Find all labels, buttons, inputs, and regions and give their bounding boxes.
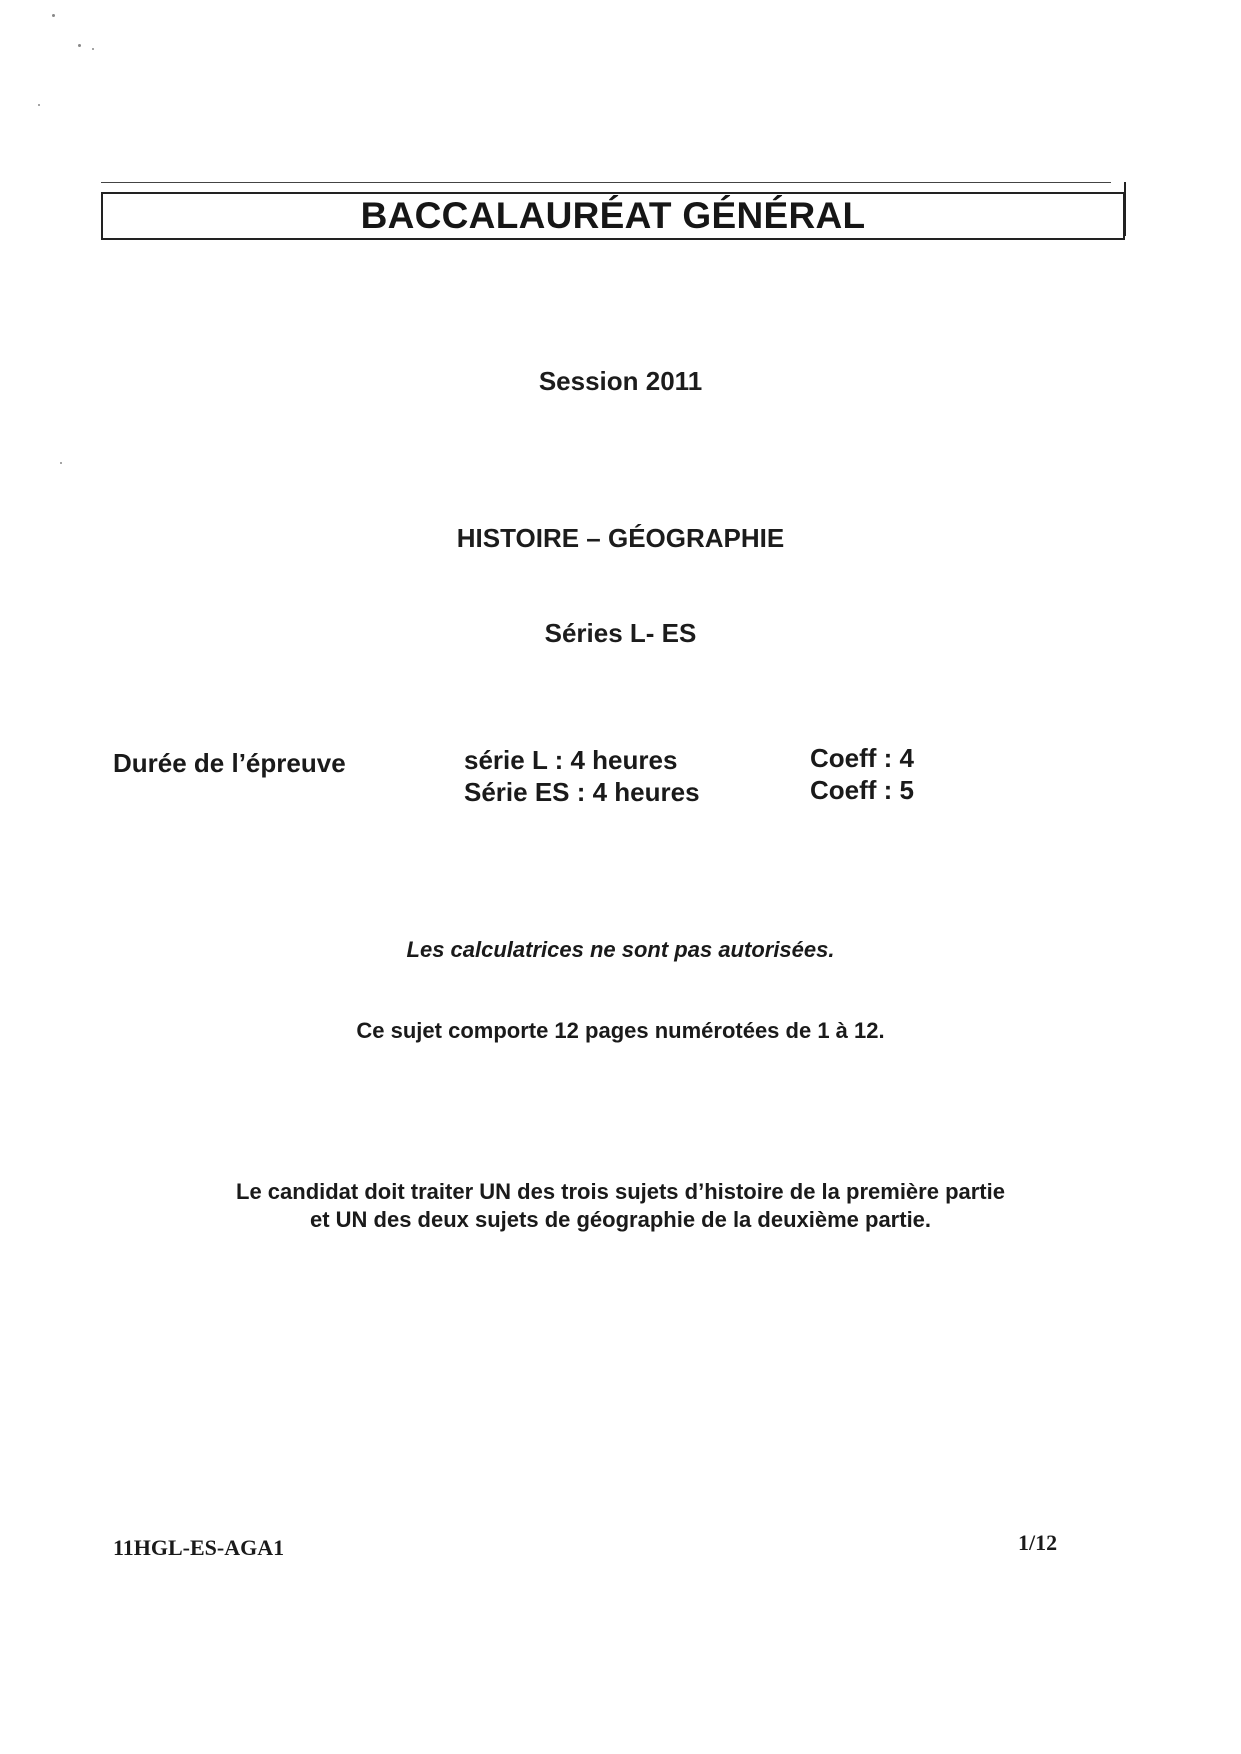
subject-title: HISTOIRE – GÉOGRAPHIE	[456, 523, 785, 553]
page-number: 1/12	[1018, 1530, 1058, 1555]
coefficient-list	[810, 742, 914, 806]
coefficient-serie-es: Coeff : 5	[810, 775, 914, 805]
instructions-line-2: et UN des deux sujets de géographie de la deuxième partie.	[309, 1207, 932, 1232]
exam-reference-code: 11HGL-ES-AGA1	[113, 1535, 285, 1560]
page-count-notice: Ce sujet comporte 12 pages numérotées de 1 à 12.	[356, 1018, 885, 1043]
duration-list	[464, 744, 700, 808]
instructions-line-1: Le candidat doit traiter UN des trois sujets d’histoire de la première partie	[236, 1179, 1005, 1204]
page-title: BACCALAURÉAT GÉNÉRAL	[360, 195, 866, 236]
coefficient-serie-l: Coeff : 4	[810, 743, 914, 773]
series-label: Séries L- ES	[544, 618, 697, 648]
scan-speck	[60, 462, 62, 464]
scan-speck	[92, 48, 94, 50]
duration-serie-es: Série ES : 4 heures	[464, 777, 700, 807]
calculator-notice: Les calculatrices ne sont pas autorisées.	[406, 937, 835, 962]
title-frame-top-line	[101, 182, 1111, 183]
candidate-instructions	[0, 1178, 1241, 1234]
scan-speck	[52, 14, 55, 17]
scan-speck	[38, 104, 40, 106]
duration-serie-l: série L : 4 heures	[464, 745, 678, 775]
duration-label: Durée de l’épreuve	[113, 748, 346, 778]
session-label: Session 2011	[538, 366, 703, 396]
scan-speck	[78, 44, 81, 47]
